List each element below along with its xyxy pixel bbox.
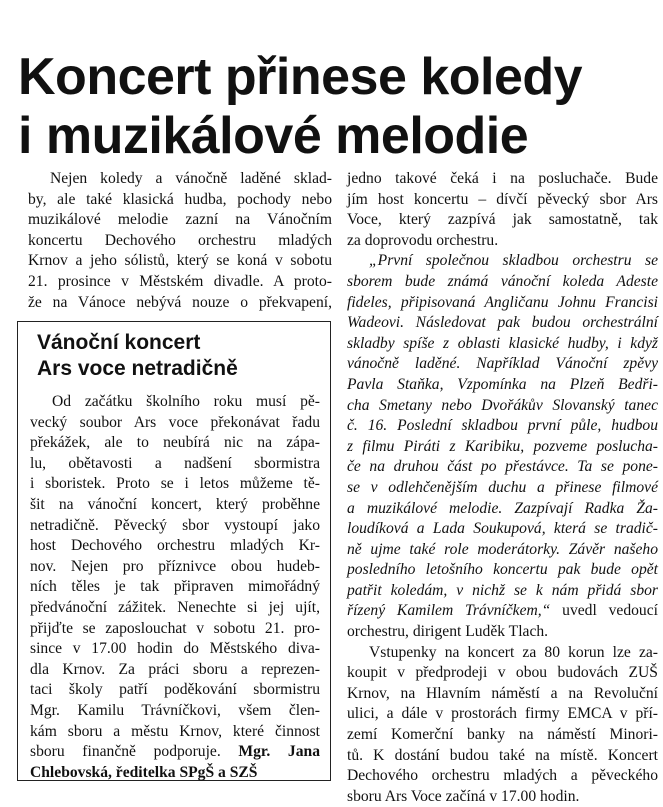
sidebar-title-line: Vánoční koncert — [37, 331, 201, 354]
headline-line: i muzikálové melodie — [18, 107, 529, 165]
text-line: netradičně. Pěvecký sbor vystoupí jako — [30, 516, 320, 534]
text-line: Nejen koledy a vánočně laděné sklad- — [50, 170, 332, 187]
sidebar-box-title — [37, 330, 238, 382]
text-line: Wadeovi. Následovat pak budou orchestrální — [347, 314, 658, 332]
text-line: posledního letošního koncertu pak bude opět — [347, 561, 658, 579]
article-paragraph-quote — [347, 251, 658, 642]
text-line: Voce, který zazpívá jak samostatně, tak — [347, 211, 658, 229]
text-line: Dechového orchestru mladých a pěveckého — [347, 767, 658, 785]
article-column-left — [28, 169, 332, 313]
text-line: kám sboru a městu Krnov, které činnost — [30, 722, 320, 740]
text-line: „První společnou skladbou orchestru se — [369, 252, 658, 270]
text-line: a muzikálové melodie. Zazpívají Radka Ža- — [347, 499, 658, 517]
text-line: nov. Nejen pro příznivce obou hudeb- — [30, 557, 320, 575]
text-line: Pavla Staňka, Vzpomínka na Plzeň Bedři- — [347, 375, 658, 393]
sidebar-box-body — [30, 392, 320, 783]
text-line: koupit v předprodeji v obou budovách ZUŠ — [347, 664, 658, 682]
text-line: taci školy patří poděkování sbormistru — [30, 681, 320, 699]
text-line — [347, 601, 658, 622]
article-paragraph-tickets — [347, 643, 658, 807]
headline — [18, 48, 658, 166]
text-line: Od začátku školního roku musí pě- — [52, 393, 320, 410]
text-line: jedno takové čeká i na posluchače. Bude — [347, 170, 658, 187]
text-line: dla Krnov. Za práci sboru a reprezen- — [30, 660, 320, 678]
text-line: ních těles je tak připraven mimořádný — [30, 578, 320, 596]
text-line: Vstupenky na koncert za 80 korun lze za- — [369, 643, 658, 661]
text-line: šit na vánoční koncert, který proběhne — [30, 495, 320, 513]
text-line: 21. prosince v Městském divadle. A proto- — [28, 272, 332, 290]
text-line: Krnov a jeho sólistů, který se koná v sobotu — [28, 252, 332, 270]
text-line: loudíková a Lada Soukupová, která se tradič- — [347, 520, 658, 538]
text-line — [30, 742, 320, 763]
article-paragraph-host — [347, 169, 658, 251]
text-line: če na druhou část po přestávce. Ta se pone- — [347, 458, 658, 476]
article-paragraph-intro — [28, 169, 332, 313]
text-fragment: sboru finančně podporuje. — [30, 743, 221, 761]
article-column-right — [347, 169, 658, 807]
sidebar-title-line: Ars voce netradičně — [37, 357, 238, 380]
text-line: jím host koncertu – dívčí pěvecký sbor Ars — [347, 190, 658, 208]
text-line: sborem bude známá vánoční koleda Adeste — [347, 272, 658, 290]
text-line: i sboristek. Proto se i letos můžeme tě- — [30, 475, 320, 493]
text-line: Krnov, na Hlavním náměstí a na Revoluční — [347, 684, 658, 702]
text-line: orchestru, dirigent Luděk Tlach. — [347, 623, 549, 641]
text-line: překážek, ale to neubírá nic na zápa- — [30, 434, 320, 452]
quote-end-fragment: řízený Kamilem Trávníčkem,“ — [347, 602, 551, 620]
text-line: že na Vánoce nebývá nouze o překvapení, — [28, 293, 332, 311]
author-fragment: Mgr. Jana — [220, 743, 320, 761]
text-line: se v odlehčenějším duchu a přinese filmové — [347, 478, 658, 496]
text-line: ně ujme také role moderátorky. Závěr našeho — [347, 540, 658, 558]
text-line: by, ale také klasická hudba, pochody nebo — [28, 190, 332, 208]
text-line: z filmu Piráti z Karibiku, pozveme poslucha- — [347, 437, 658, 455]
text-line: cha Smetany nebo Dvořákův Slovanský tanec — [347, 396, 658, 414]
text-line: vecký soubor Ars voce překonávat řadu — [30, 413, 320, 431]
text-line: since v 17.00 hodin do Městského diva- — [30, 640, 320, 658]
author-signature: Chlebovská, ředitelka SPgŠ a SZŠ — [30, 763, 258, 781]
text-line: za doprovodu orchestru. — [347, 231, 499, 249]
text-line: skladby spíše z oblasti klasické hudby, i když — [347, 334, 658, 352]
headline-line: Koncert přinese koledy — [18, 48, 583, 106]
text-line: zemí Komerční banky na náměstí Minori- — [347, 726, 658, 744]
text-line: koncertu Dechového orchestru mladých — [28, 231, 332, 249]
attribution-fragment: uvedl vedoucí — [550, 602, 658, 620]
text-line: ulici, a dále v prostorách firmy EMCA v pří- — [347, 705, 658, 723]
text-line: lu, obětavosti a nadšení sbormistra — [30, 454, 320, 472]
text-line: předvánoční zážitek. Nenechte si jej ujít, — [30, 598, 320, 616]
text-line: muzikálové melodie zazní na Vánočním — [28, 211, 332, 229]
text-line: tů. K dostání budou také na místě. Koncert — [347, 746, 658, 764]
text-line: sboru Ars Voce začíná v 17.00 hodin. — [347, 787, 580, 805]
text-line: č. 16. Poslední skladbou první půle, hudbou — [347, 417, 658, 435]
sidebar-box — [17, 321, 331, 781]
text-line: patřit koledám, v nichž se k nám přidá sbor — [347, 581, 658, 599]
text-line: přijďte se zaposlouchat v sobotu 21. pro- — [30, 619, 320, 637]
text-line: host Dechového orchestru mladých Kr- — [30, 537, 320, 555]
text-line: Mgr. Kamilu Trávníčkovi, všem člen- — [30, 701, 320, 719]
text-line: vánočně laděné. Například Vánoční zpěvy — [347, 355, 658, 373]
text-line: fideles, připisovaná Angličanu Johnu Francisi — [347, 293, 658, 311]
